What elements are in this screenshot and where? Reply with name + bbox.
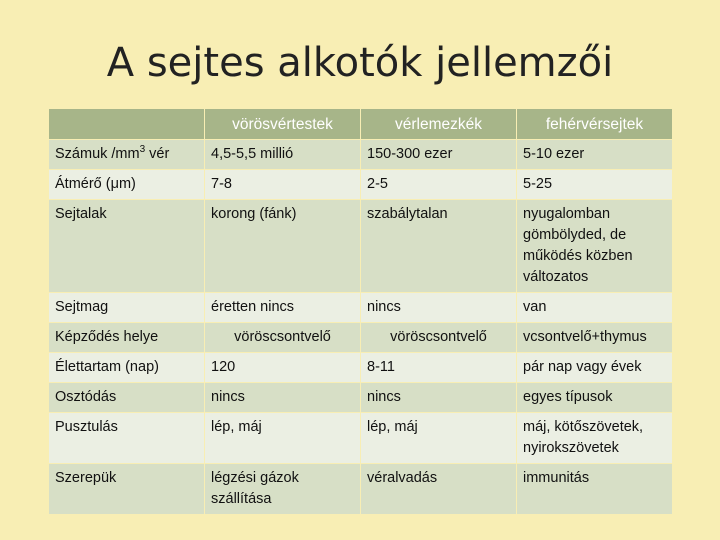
row-label: Képződés helye: [49, 323, 205, 353]
row-label: [49, 140, 205, 170]
table-cell: nyugalomban gömbölyded, de működés közben változatos: [517, 200, 673, 293]
table-cell: 4,5-5,5 millió: [205, 140, 361, 170]
table-cell: pár nap vagy évek: [517, 353, 673, 383]
table-cell: lép, máj: [361, 413, 517, 464]
table-cell: vöröscsontvelő: [361, 323, 517, 353]
table-cell: korong (fánk): [205, 200, 361, 293]
table-cell: 120: [205, 353, 361, 383]
row-label: Szerepük: [49, 464, 205, 515]
table-row: [49, 323, 673, 353]
header-empty: [49, 109, 205, 140]
table-cell: 8-11: [361, 353, 517, 383]
table-cell: véralvadás: [361, 464, 517, 515]
header-white-blood-cells: fehérvérsejtek: [517, 109, 673, 140]
row-label-tail: vér: [145, 146, 170, 162]
table-row: [49, 413, 673, 464]
table-row: [49, 170, 673, 200]
table-cell: vcsontvelő+thymus: [517, 323, 673, 353]
table-row: [49, 140, 673, 170]
row-label: Sejtalak: [49, 200, 205, 293]
table-cell: 150-300 ezer: [361, 140, 517, 170]
table-cell: légzési gázok szállítása: [205, 464, 361, 515]
table-row: [49, 383, 673, 413]
row-label: Élettartam (nap): [49, 353, 205, 383]
row-label: Átmérő (μm): [49, 170, 205, 200]
slide-title: A sejtes alkotók jellemzői: [106, 40, 614, 86]
row-label: Osztódás: [49, 383, 205, 413]
table-cell: 2-5: [361, 170, 517, 200]
table-cell: nincs: [361, 383, 517, 413]
table-cell: lép, máj: [205, 413, 361, 464]
table-cell: máj, kötőszövetek, nyirokszövetek: [517, 413, 673, 464]
table-cell: szabálytalan: [361, 200, 517, 293]
table-cell: 7-8: [205, 170, 361, 200]
row-label-superscript: 3: [139, 144, 146, 156]
header-red-blood-cells: vörösvértestek: [205, 109, 361, 140]
table-cell: immunitás: [517, 464, 673, 515]
table-cell: nincs: [205, 383, 361, 413]
table-row: [49, 464, 673, 515]
table-cell: éretten nincs: [205, 293, 361, 323]
header-platelets: vérlemezkék: [361, 109, 517, 140]
table-cell: 5-10 ezer: [517, 140, 673, 170]
row-label: Pusztulás: [49, 413, 205, 464]
table-row: [49, 353, 673, 383]
row-label: Sejtmag: [49, 293, 205, 323]
table-row: [49, 200, 673, 293]
blood-cells-table: [48, 108, 673, 515]
row-label-main: Számuk /mm: [55, 146, 140, 162]
table-cell: 5-25: [517, 170, 673, 200]
table-cell: egyes típusok: [517, 383, 673, 413]
table-cell: nincs: [361, 293, 517, 323]
table-header-row: [49, 109, 673, 140]
table-row: [49, 293, 673, 323]
table-cell: vöröscsontvelő: [205, 323, 361, 353]
table-cell: van: [517, 293, 673, 323]
